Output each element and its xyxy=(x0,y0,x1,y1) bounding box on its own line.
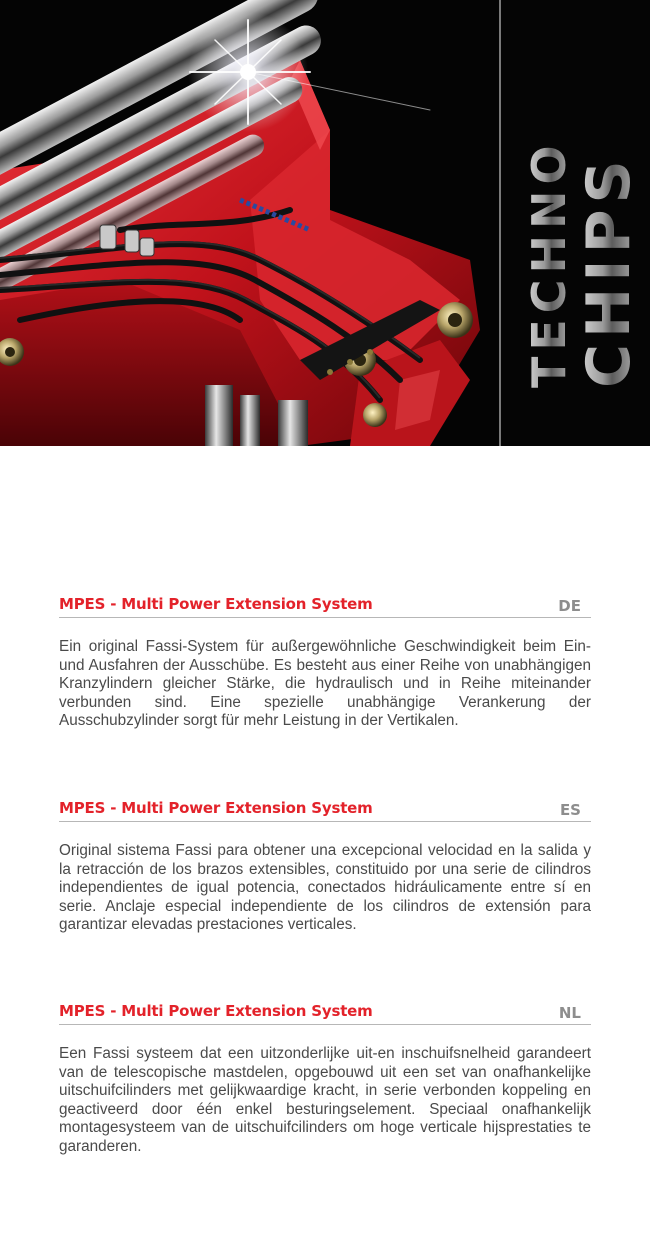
section-es xyxy=(59,798,591,935)
section-de xyxy=(59,594,591,731)
techno-chips-logo xyxy=(501,0,650,446)
crane-photo xyxy=(0,0,499,446)
language-code: ES xyxy=(559,801,581,819)
logo-word-techno: TECHNO xyxy=(522,139,576,388)
section-title: MPES - Multi Power Extension System xyxy=(59,595,373,613)
section-title: MPES - Multi Power Extension System xyxy=(59,1002,373,1020)
section-body: Ein original Fassi-System für außergewöhnliche Geschwindigkeit beim Ein- und Ausfahren der Ausschübe. Es besteht aus einer Reihe von unabhängigen Kranzylindern gleicher Stärke, die hydraulisch und in Reihe miteinander verbunden sind. Eine spezielle unabhängige Verankerung der Ausschubzylinder sorgt für mehr Leistung in der Vertikalen. xyxy=(59,638,591,730)
language-code: DE xyxy=(558,597,581,615)
section-nl xyxy=(59,1001,591,1157)
section-header xyxy=(59,1001,591,1025)
hero-banner xyxy=(0,0,650,446)
section-header xyxy=(59,594,591,618)
section-header xyxy=(59,798,591,822)
language-code: NL xyxy=(558,1004,581,1022)
logo-word-chips: CHIPS xyxy=(574,154,644,388)
section-title: MPES - Multi Power Extension System xyxy=(59,799,373,817)
section-body: Original sistema Fassi para obtener una excepcional velocidad en la salida y la retracción de los brazos extensibles, constituido por una serie de cilindros independientes de igual potencia, conectados hidráulicamente entre sí en serie. Anclaje especial independiente de los cilindros de extensión para garantizar elevadas prestaciones verticales. xyxy=(59,842,591,934)
section-body: Een Fassi systeem dat een uitzonderlijke uit-en inschuifsnelheid garandeert van de telescopische mastdelen, opgebouwd uit een set van onafhankelijke uitschuifcilinders met gelijkwaardige kracht, in serie verbonden koppeling en geactiveerd door één enkel besturingselement. Speciaal onafhankelijk montagesysteem van de uitschuifcilinders om hoge verticale hijsprestaties te garanderen. xyxy=(59,1045,591,1155)
